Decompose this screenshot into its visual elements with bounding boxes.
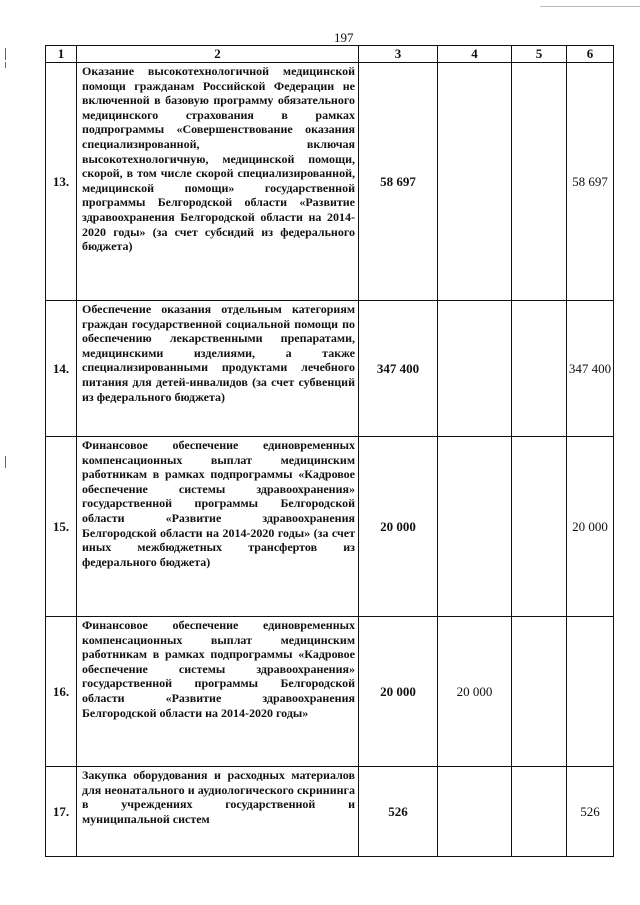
column-header: 5 <box>512 46 567 63</box>
page-number: 197 <box>334 30 354 45</box>
amount-col3: 20 000 <box>359 437 438 617</box>
amount-col3: 526 <box>359 767 438 857</box>
scan-margin-mark <box>5 48 6 60</box>
amount-col6: 526 <box>567 767 614 857</box>
column-header: 1 <box>46 46 77 63</box>
scan-margin-mark <box>5 62 6 68</box>
table-row <box>46 767 614 857</box>
table-row <box>46 617 614 767</box>
amount-col5 <box>512 301 567 437</box>
amount-col4: 20 000 <box>438 617 512 767</box>
amount-col6: 20 000 <box>567 437 614 617</box>
amount-col5 <box>512 617 567 767</box>
table-row <box>46 63 614 301</box>
amount-col4 <box>438 63 512 301</box>
table-row <box>46 301 614 437</box>
row-description: Финансовое обеспечение единовременных компенсационных выплат медицинским работникам в рамках подпрограммы «Кадровое обеспечение системы здравоохранения» государственной программы Белгородской области «Развитие здравоохранения Белгородской области на 2014-2020 годы» <box>77 617 359 767</box>
amount-col3: 20 000 <box>359 617 438 767</box>
amount-col6: 347 400 <box>567 301 614 437</box>
amount-col6 <box>567 617 614 767</box>
amount-col4 <box>438 301 512 437</box>
amount-col4 <box>438 767 512 857</box>
amount-col3: 58 697 <box>359 63 438 301</box>
row-description: Финансовое обеспечение единовременных компенсационных выплат медицинским работникам в рамках подпрограммы «Кадровое обеспечение системы здравоохранения» государственной программы Белгородской области «Развитие здравоохранения Белгородской области на 2014-2020 годы» (за счет иных межбюджетных трансфертов из федерального бюджета) <box>77 437 359 617</box>
column-header: 4 <box>438 46 512 63</box>
row-description: Обеспечение оказания отдельным категориям граждан государственной социальной помощи по обеспечению лекарственными препаратами, медицинскими изделиями, а также специализированными продуктами лечебного питания для детей-инвалидов (за счет субвенций из федерального бюджета) <box>77 301 359 437</box>
table-row <box>46 437 614 617</box>
row-description: Оказание высокотехнологичной медицинской помощи гражданам Российской Федерации не включенной в базовую программу обязательного медицинского страхования в рамках подпрограммы «Совершенствование оказания специализированной, включая высокотехнологичную, медицинской помощи, скорой, в том числе скорой специализированной, медицинской помощи» государственной программы Белгородской области «Развитие здравоохранения Белгородской области на 2014-2020 годы» (за счет субсидий из федерального бюджета) <box>77 63 359 301</box>
scan-margin-mark <box>5 456 6 468</box>
amount-col4 <box>438 437 512 617</box>
amount-col6: 58 697 <box>567 63 614 301</box>
amount-col3: 347 400 <box>359 301 438 437</box>
row-description: Закупка оборудования и расходных материалов для неонатального и аудиологического скрининга в учреждениях государственной и муниципальной систем <box>77 767 359 857</box>
table-header-row <box>46 46 614 63</box>
amount-col5 <box>512 437 567 617</box>
row-number: 14. <box>46 301 77 437</box>
budget-table <box>45 45 614 857</box>
row-number: 16. <box>46 617 77 767</box>
column-header: 3 <box>359 46 438 63</box>
row-number: 17. <box>46 767 77 857</box>
page-top-edge <box>540 0 640 7</box>
row-number: 15. <box>46 437 77 617</box>
amount-col5 <box>512 63 567 301</box>
row-number: 13. <box>46 63 77 301</box>
column-header: 2 <box>77 46 359 63</box>
amount-col5 <box>512 767 567 857</box>
column-header: 6 <box>567 46 614 63</box>
